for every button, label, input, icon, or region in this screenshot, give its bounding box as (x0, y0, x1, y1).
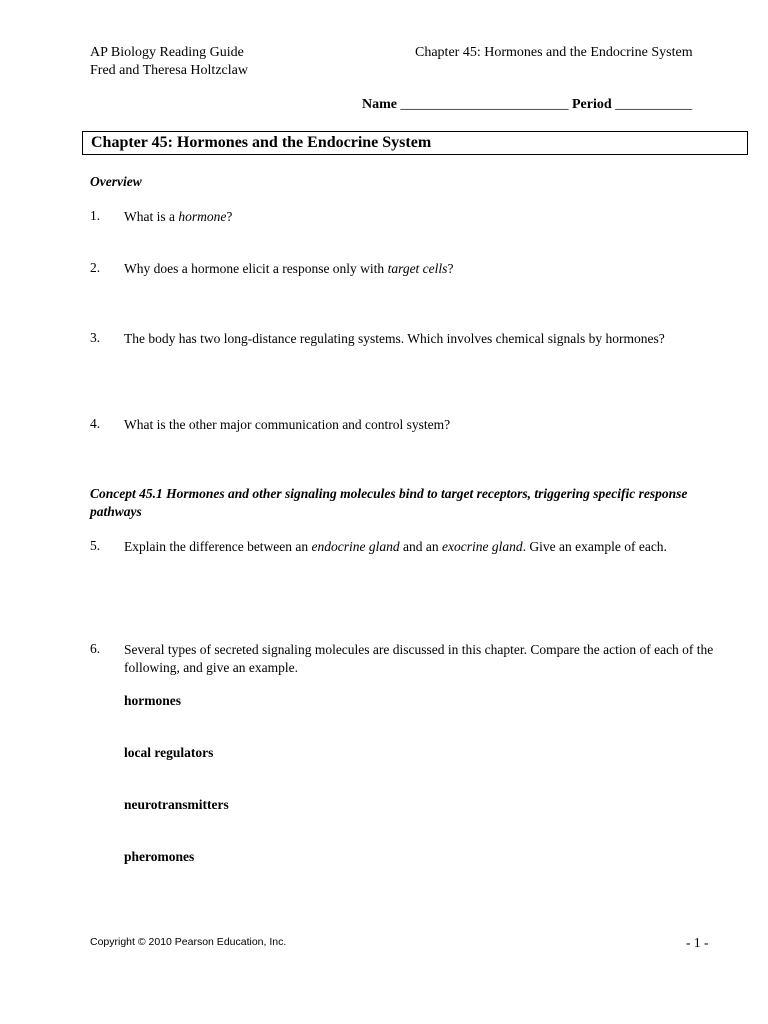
period-label: Period (572, 97, 612, 112)
question-2-term: target cells (387, 261, 448, 276)
question-5-pre: Explain the difference between an (124, 539, 312, 554)
question-1-term: hormone (178, 209, 227, 224)
question-1-pre: What is a (124, 209, 179, 224)
chapter-title: Chapter 45: Hormones and the Endocrine System (82, 131, 748, 155)
question-2-pre: Why does a hormone elicit a response only with (124, 261, 388, 276)
question-5-number: 5. (90, 538, 101, 553)
question-5-mid: and an (399, 539, 443, 554)
question-2-text (124, 260, 724, 278)
page-number: - 1 - (686, 935, 709, 950)
name-period-line (362, 97, 692, 113)
term-local-regulators: local regulators (124, 745, 214, 760)
question-1-number: 1. (90, 208, 101, 223)
question-2-number: 2. (90, 260, 101, 275)
question-3-text: The body has two long-distance regulating systems. Which involves chemical signals by hormones? (124, 331, 665, 346)
question-4-text: What is the other major communication and control system? (124, 417, 451, 432)
question-3-number: 3. (90, 330, 101, 345)
question-1-post: ? (226, 209, 233, 224)
concept-45-1-heading: Concept 45.1 Hormones and other signaling molecules bind to target receptors, triggering specific response pathways (90, 486, 688, 519)
question-6-text: Several types of secreted signaling molecules are discussed in this chapter. Compare the action of each of the following, and give an example. (124, 642, 714, 675)
period-blank: ___________ (615, 97, 693, 112)
question-5-text (124, 538, 720, 556)
question-5-post: . Give an example of each. (522, 539, 667, 554)
question-6-number: 6. (90, 641, 101, 656)
question-5-term-1: endocrine gland (311, 539, 400, 554)
chapter-reference: Chapter 45: Hormones and the Endocrine System (415, 45, 693, 60)
name-blank: ________________________ (400, 97, 569, 112)
copyright-notice: Copyright © 2010 Pearson Education, Inc. (90, 936, 287, 948)
name-label: Name (362, 97, 397, 112)
term-pheromones: pheromones (124, 849, 195, 864)
term-neurotransmitters: neurotransmitters (124, 797, 229, 812)
authors: Fred and Theresa Holtzclaw (90, 63, 248, 78)
question-2-post: ? (447, 261, 454, 276)
question-4-number: 4. (90, 416, 101, 431)
question-1-text (124, 208, 724, 226)
overview-heading: Overview (90, 174, 142, 189)
guide-title: AP Biology Reading Guide (90, 45, 244, 60)
term-hormones: hormones (124, 693, 181, 708)
question-5-term-2: exocrine gland (442, 539, 523, 554)
